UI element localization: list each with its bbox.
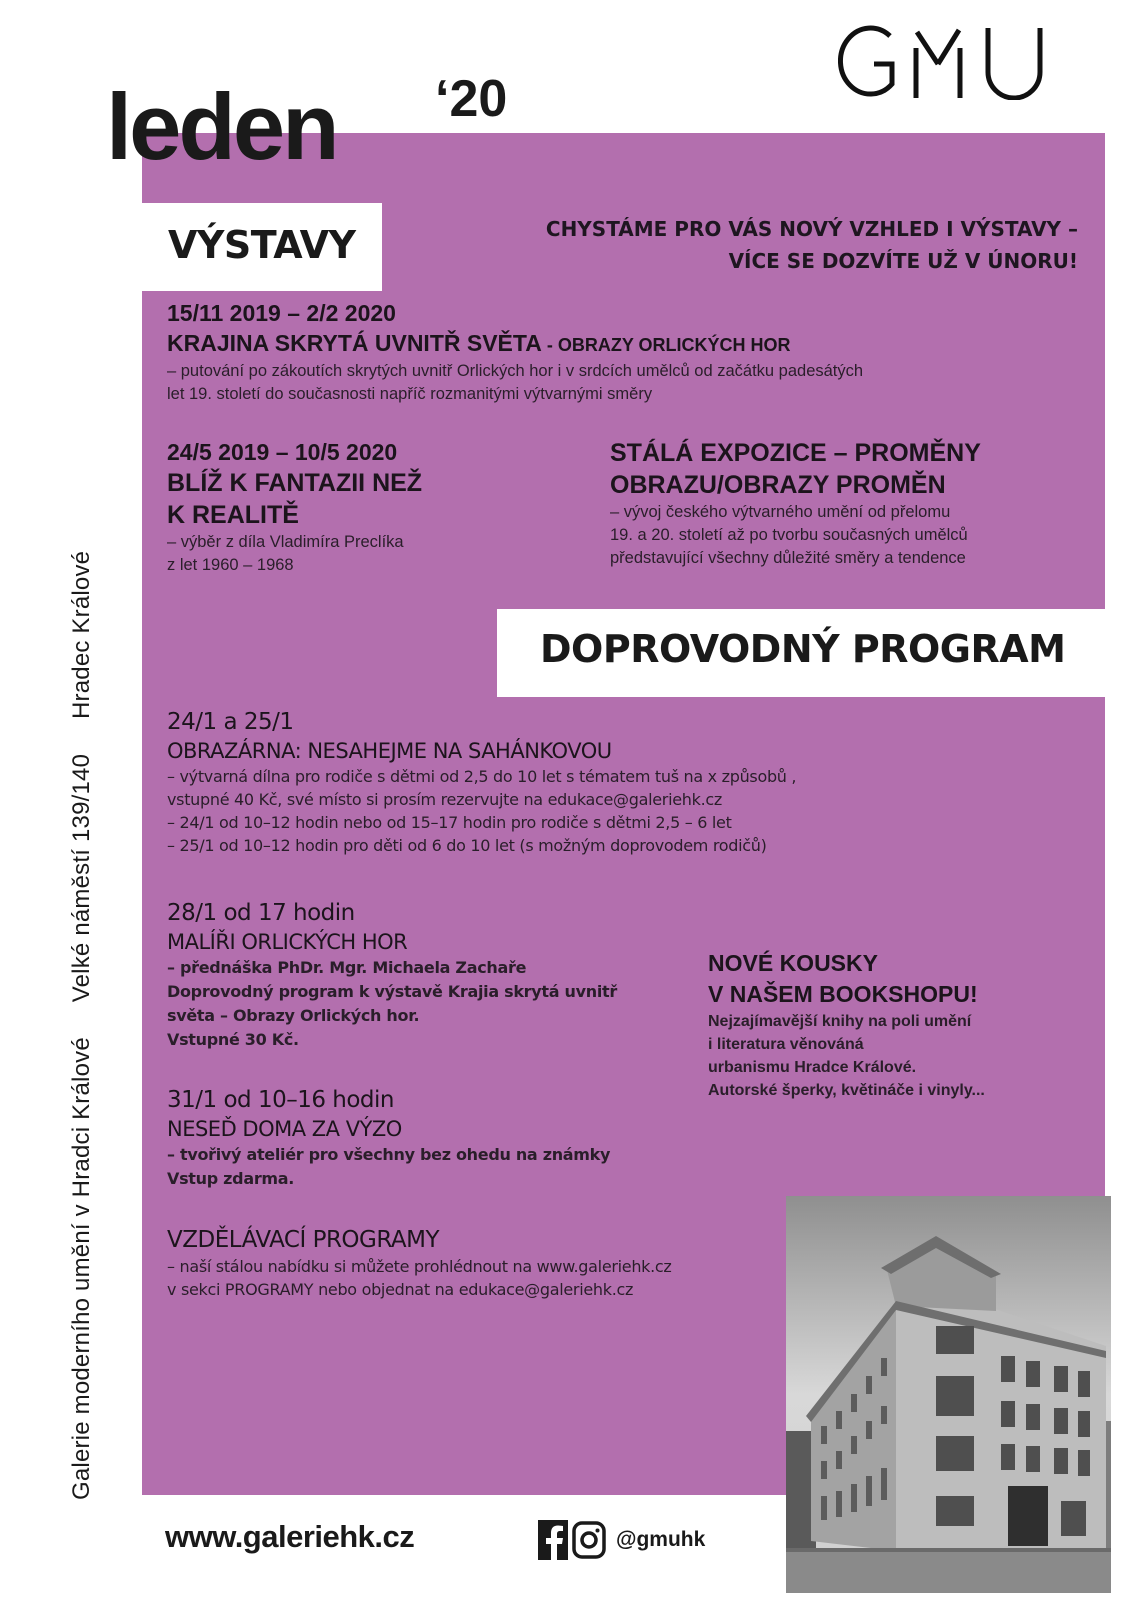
title-line: BLÍŽ K FANTAZII NEŽ: [167, 469, 423, 497]
exhibition-title-main: KRAJINA SKRYTÁ UVNITŘ SVĚTA: [167, 330, 542, 356]
month-title: leden: [106, 74, 337, 179]
description-line: Vstup zdarma.: [167, 1169, 295, 1188]
description-line: – vývoj českého výtvarného umění od přelomu: [610, 503, 951, 521]
description-line: Autorské šperky, květináče i vinyly...: [708, 1082, 985, 1099]
exhibitions-heading: VÝSTAVY: [168, 223, 356, 267]
event-title: MALÍŘI ORLICKÝCH HOR: [167, 930, 408, 954]
title-line: V NAŠEM BOOKSHOPU!: [708, 981, 978, 1007]
description-line: urbanismu Hradce Králové.: [708, 1059, 917, 1076]
title-line: K REALITĚ: [167, 501, 299, 529]
exhibition-title: [610, 437, 1080, 501]
building-image-icon: [786, 1196, 1111, 1593]
exhibition-date: 15/11 2019 – 2/2 2020: [167, 300, 396, 326]
exhibition-description: [167, 360, 1087, 406]
description-line: Doprovodný program k výstavě Krajia skrytá uvnitř: [167, 982, 617, 1001]
description-line: – 25/1 od 10–12 hodin pro děti od 6 do 10 let (s možným doprovodem rodičů): [167, 836, 767, 855]
bookshop-title: [708, 948, 1098, 1010]
program-event: [167, 898, 637, 1052]
description-line: vstupné 40 Kč, své místo si prosím rezervujte na edukace@galeriehk.cz: [167, 790, 722, 809]
event-date: 24/1 a 25/1: [167, 709, 294, 735]
event-description: [167, 765, 887, 857]
description-line: i literatura věnováná: [708, 1036, 864, 1053]
bookshop-promo: [708, 948, 1098, 1102]
program-event: [167, 707, 887, 857]
description-line: – tvořivý ateliér pro všechny bez ohedu na známky: [167, 1145, 611, 1164]
instagram-icon[interactable]: [572, 1520, 606, 1560]
event-description: [167, 1255, 787, 1301]
event-title: NESEĎ DOMA ZA VÝZO: [167, 1117, 402, 1141]
event-description: [167, 1143, 767, 1191]
description-line: – 24/1 od 10–12 hodin nebo od 15–17 hodin pro rodiče s dětmi 2,5 – 6 let: [167, 813, 732, 832]
exhibition-item: [610, 437, 1080, 570]
event-date: 31/1 od 10–16 hodin: [167, 1087, 395, 1113]
description-line: let 19. století do současnosti napříč rozmanitými výtvarnými směry: [167, 385, 653, 403]
description-line: – výtvarná dílna pro rodiče s dětmi od 2,5 do 10 let s tématem tuš na x způsobů ,: [167, 767, 797, 786]
exhibition-item: [167, 437, 567, 577]
event-title: VZDĚLÁVACÍ PROGRAMY: [167, 1227, 440, 1253]
social-links: [538, 1520, 705, 1560]
program-event: [167, 1085, 767, 1191]
address-side-text: [68, 551, 96, 1500]
event-date: 28/1 od 17 hodin: [167, 900, 355, 926]
title-line: OBRAZU/OBRAZY PROMĚN: [610, 471, 946, 499]
gmu-logo: [838, 22, 1046, 100]
social-handle[interactable]: @gmuhk: [616, 1528, 706, 1551]
description-line: představující všechny důležité směry a tendence: [610, 549, 966, 567]
description-line: světa – Obrazy Orlických hor.: [167, 1006, 420, 1025]
program-heading: DOPROVODNÝ PROGRAM: [540, 627, 1066, 671]
description-line: v sekci PROGRAMY nebo objednat na edukace@galeriehk.cz: [167, 1280, 634, 1299]
description-line: – výběr z díla Vladimíra Preclíka: [167, 533, 404, 551]
description-line: – putování po zákoutích skrytých uvnitř Orlických hor i v srdcích umělců od začátku padesátých: [167, 362, 864, 380]
year-title: ‘20: [435, 70, 508, 128]
website-link[interactable]: www.galeriehk.cz: [165, 1519, 415, 1554]
exhibition-description: [167, 531, 567, 577]
description-line: z let 1960 – 1968: [167, 556, 294, 574]
gallery-name: Galerie moderního umění v Hradci Králové: [68, 1037, 95, 1500]
title-line: NOVÉ KOUSKY: [708, 950, 878, 976]
description-line: – přednáška PhDr. Mgr. Michaela Zachaře: [167, 958, 527, 977]
description-line: Vstupné 30 Kč.: [167, 1030, 299, 1049]
exhibition-description: [610, 501, 1080, 570]
program-event: [167, 1225, 787, 1301]
event-title: OBRAZÁRNA: NESAHEJME NA SAHÁNKOVOU: [167, 739, 612, 763]
announcement-line: CHYSTÁME PRO VÁS NOVÝ VZHLED I VÝSTAVY –: [545, 217, 1078, 241]
city-name: Hradec Králové: [68, 550, 95, 719]
exhibition-item: [167, 298, 1087, 406]
description-line: Nejzajímavější knihy na poli umění: [708, 1013, 972, 1030]
exhibition-date: 24/5 2019 – 10/5 2020: [167, 439, 398, 465]
bookshop-description: [708, 1010, 1098, 1102]
exhibition-title: [167, 467, 567, 531]
description-line: – naší stálou nabídku si můžete prohlédnout na www.galeriehk.cz: [167, 1257, 672, 1276]
facebook-icon[interactable]: [538, 1520, 568, 1560]
exhibition-title: [167, 328, 1087, 360]
announcement: [546, 213, 1078, 277]
exhibition-subtitle: - OBRAZY ORLICKÝCH HOR: [541, 335, 791, 355]
event-description: [167, 956, 637, 1052]
street-address: Velké náměstí 139/140: [68, 753, 95, 1003]
description-line: 19. a 20. století až po tvorbu současných umělců: [610, 526, 968, 544]
announcement-line: VÍCE SE DOZVÍTE UŽ V ÚNORU!: [728, 249, 1078, 273]
title-line: STÁLÁ EXPOZICE – PROMĚNY: [610, 439, 981, 467]
gallery-building-photo: [786, 1196, 1111, 1593]
